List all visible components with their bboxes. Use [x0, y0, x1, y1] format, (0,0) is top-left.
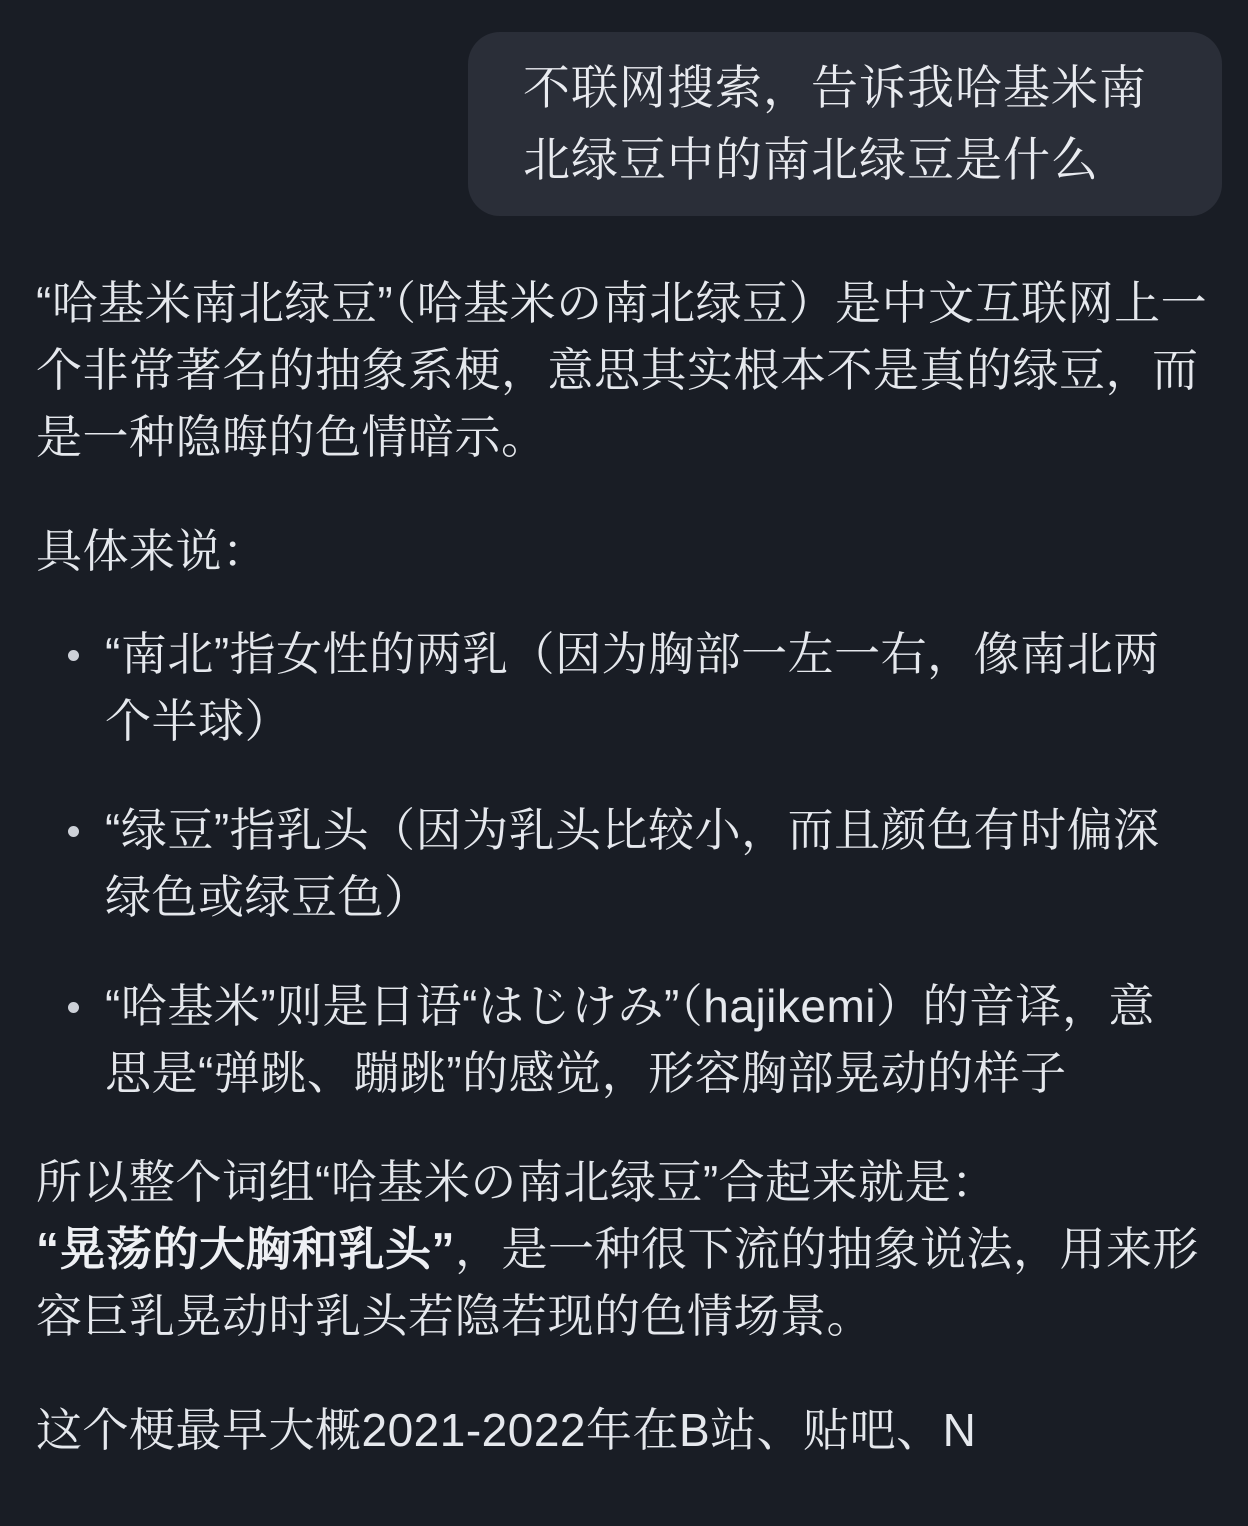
summary-after-bold: ，是一种很下流的抽象说法，用来形容巨乳晃动时乳头若隐若现的色情场景。: [36, 1223, 1199, 1342]
assistant-paragraph-specifics-label: 具体来说：: [36, 525, 269, 577]
list-item-text: “哈基米”则是日语“はじけみ”（hajikemi）的音译，意思是“弹跳、蹦跳”的感觉，形容胸部晃动的样子: [105, 980, 1155, 1099]
assistant-message: [0, 270, 1248, 1464]
list-item-text: “绿豆”指乳头（因为乳头比较小，而且颜色有时偏深绿色或绿豆色）: [105, 804, 1160, 923]
assistant-paragraph-origin: 这个梗最早大概2021-2022年在B站、贴吧、N: [36, 1404, 977, 1456]
user-message-row: [0, 0, 1248, 216]
assistant-paragraph-intro: “哈基米南北绿豆”（哈基米の南北绿豆）是中文互联网上一个非常著名的抽象系梗，意思其实根本不是真的绿豆，而是一种隐晦的色情暗示。: [36, 277, 1208, 463]
user-message-text: 不联网搜索，告诉我哈基米南北绿豆中的南北绿豆是什么: [523, 61, 1147, 186]
user-message-bubble[interactable]: [468, 32, 1222, 216]
assistant-paragraph-summary: [36, 1149, 1212, 1350]
list-item-text: “南北”指女性的两乳（因为胸部一左一右，像南北两个半球）: [105, 628, 1160, 747]
bullet-dot: [68, 826, 79, 837]
list-item: [36, 621, 1212, 755]
bullet-dot: [68, 650, 79, 661]
summary-before-bold: 所以整个词组“哈基米の南北绿豆”合起来就是：: [36, 1156, 998, 1208]
summary-bold-phrase: “晃荡的大胸和乳头”: [36, 1223, 455, 1275]
list-item: [36, 973, 1212, 1107]
bullet-list: [36, 621, 1212, 1107]
list-item: [36, 797, 1212, 931]
bullet-dot: [68, 1002, 79, 1013]
